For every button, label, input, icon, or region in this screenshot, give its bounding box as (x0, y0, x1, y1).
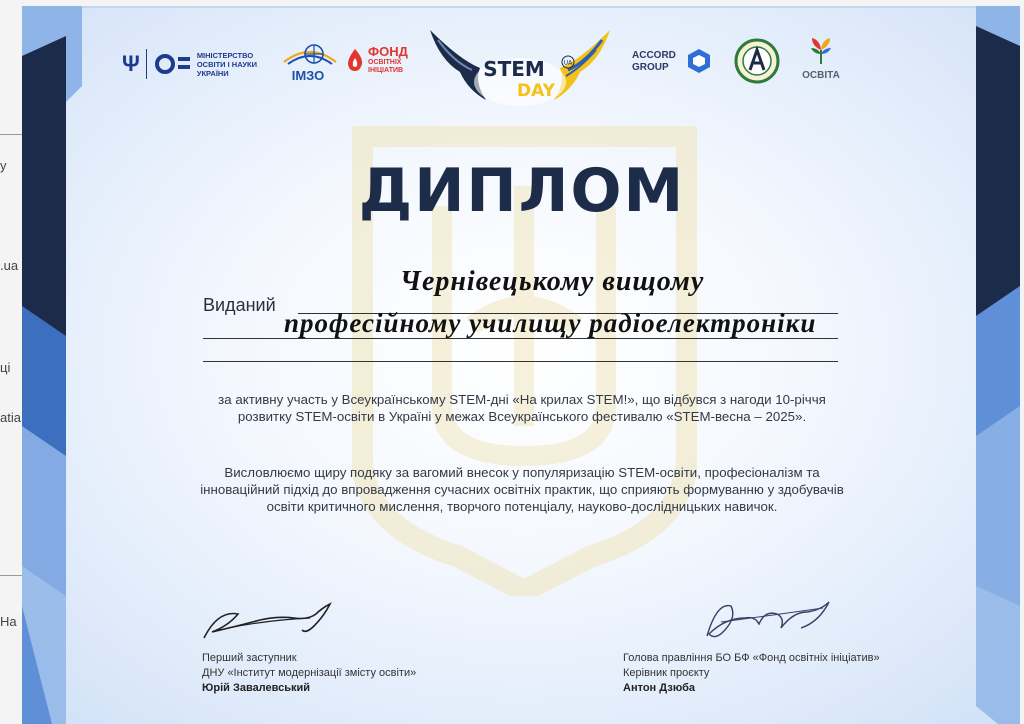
background-divider (0, 134, 22, 135)
background-divider (0, 575, 22, 576)
flame-icon (346, 48, 364, 72)
globe-icon (280, 40, 340, 70)
sprout-icon (806, 36, 836, 66)
diploma-title: ДИПЛОМ (358, 156, 686, 226)
signatory-block-1 (202, 651, 416, 696)
stem-day-logo (420, 20, 620, 112)
signatory-organization: ДНУ «Інститут модернізації змісту освіти» (202, 667, 417, 679)
imzo-logo (278, 40, 342, 86)
issued-label: Виданий (203, 295, 276, 315)
fund-name-line2: ОСВІТНІХ ІНІЦІАТИВ (368, 59, 404, 74)
stem-badge-text: UA (563, 59, 573, 67)
recipient-name-line2: професійному училищу радіоелектроніки (284, 308, 817, 338)
fund-logo (346, 42, 428, 82)
ministry-mark-icon (155, 52, 191, 76)
background-text-fragment: y (0, 158, 7, 173)
trident-icon: Ψ (122, 51, 140, 76)
gratitude-text: Висловлюємо щиру подяку за вагомий внесок у популяризацію STEM-освіти, професіоналізм та інноваційний підхід до впровадження сучасних освітніх практик, що сприяють формуванню у здобувачів освіти критичного мислення, творчого потенціалу, науково-дослідницьких навичок. (200, 465, 844, 514)
recipient-name-line1: Чернівецькому вищому (400, 266, 705, 297)
logo-divider (146, 49, 147, 79)
osvita-logo (798, 36, 844, 86)
accord-name: ACCORD GROUP (632, 50, 676, 73)
signatory-name: Юрій Завалевський (202, 682, 311, 694)
recipient-line (203, 361, 838, 362)
partner-logos (22, 6, 1020, 116)
accord-group-logo (632, 46, 716, 82)
diploma-document (22, 6, 1020, 724)
signatory-block-2 (623, 651, 880, 696)
fund-name-line1: ФОНД (368, 44, 408, 59)
hexagon-icon (686, 48, 712, 74)
ministry-logo (122, 46, 277, 82)
signature-2 (697, 588, 837, 648)
signature-1 (198, 596, 348, 646)
stem-day-word: DAY (517, 81, 555, 101)
signatory-position: Керівник проєкту (623, 667, 710, 679)
imzo-name: ІМЗО (291, 68, 325, 83)
stem-word: STEM (483, 57, 545, 81)
signatory-role: Голова правління БО БФ «Фонд освітніх ініціатив» (623, 652, 880, 664)
background-text-fragment: atia (0, 410, 21, 425)
background-text-fragment: На (0, 614, 17, 629)
participation-text: за активну участь у Всеукраїнському STEM-дні «На крилах STEM!», що відбувся з нагоди 10-річчя розвитку STEM-освіти в Україні у межах Всеукраїнського фестивалю «STEM-весна – 2025». (218, 392, 826, 424)
osvita-name: ОСВІТА (802, 70, 840, 81)
background-text-fragment: .ua (0, 258, 19, 273)
school-seal-icon (734, 36, 780, 86)
signatory-name: Антон Дзюба (623, 682, 695, 694)
background-text-fragment: ці (0, 360, 11, 375)
ministry-name: МІНІСТЕРСТВО ОСВІТИ І НАУКИ УКРАЇНИ (196, 50, 257, 78)
signatory-role: Перший заступник (202, 652, 297, 664)
